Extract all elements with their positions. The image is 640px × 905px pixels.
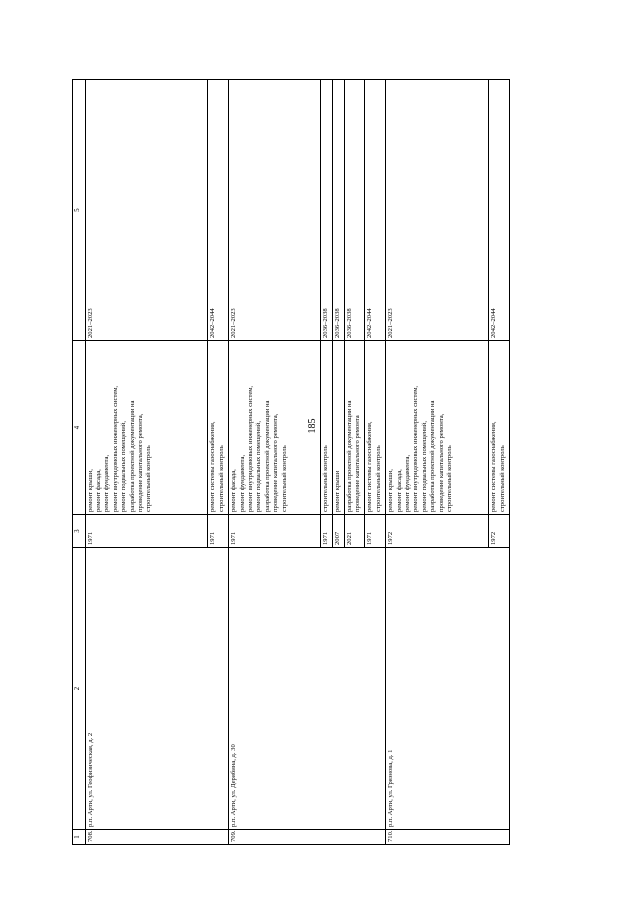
period-cell: 2036–2038 (332, 80, 344, 341)
row-number: 709. (229, 830, 386, 845)
year-cell: 1971 (320, 515, 332, 548)
period-cell: 2036–2038 (344, 80, 365, 341)
header-col-4: 4 (73, 341, 86, 515)
table-row (386, 80, 489, 845)
year-cell: 2021 (344, 515, 365, 548)
works-cell (344, 341, 365, 515)
page-number: 185 (307, 418, 318, 434)
year-cell: 1971 (229, 515, 320, 548)
works-text: ремонт системы газоснабжения, строительный контроль (209, 421, 225, 512)
works-text: ремонт системы газоснабжения, строительный контроль (366, 421, 382, 512)
works-text: ремонт фасада, ремонт фундамента, ремонт внутридомовых инженерных систем, ремонт подвальных помещений, разработка проектной документации на проведение капитального ремонта, строительный контроль (230, 385, 288, 512)
header-row (73, 80, 86, 845)
works-text: ремонт системы газоснабжения, строительный контроль (490, 421, 506, 512)
period-cell: 2021–2023 (386, 80, 489, 341)
address-cell: р.п. Арти, ул. Геофизическая, д. 2 (85, 548, 229, 830)
works-cell (386, 341, 489, 515)
period-cell: 2021–2023 (229, 80, 320, 341)
year-cell: 1971 (208, 515, 229, 548)
works-text: ремонт крыши (333, 470, 341, 512)
works-cell (365, 341, 386, 515)
period-cell: 2042–2044 (365, 80, 386, 341)
header-col-3: 3 (73, 515, 86, 548)
header-col-5: 5 (73, 80, 86, 341)
header-col-1: 1 (73, 830, 86, 845)
period-cell: 2042–2044 (208, 80, 229, 341)
works-cell (229, 341, 320, 515)
period-cell: 2042–2044 (489, 80, 510, 341)
table-row (229, 80, 320, 845)
address-cell: р.п. Арти, ул. Дерябина, д. 30 (229, 548, 386, 830)
works-text: ремонт крыши, ремонт фасада, ремонт фундамента, ремонт внутридомовых инженерных систем, ремонт подвальных помещений, разработка проектной документации на проведение капитального ремонта, строительный контроль (86, 385, 153, 512)
year-cell: 1972 (489, 515, 510, 548)
year-cell: 1971 (85, 515, 208, 548)
year-cell: 2007 (332, 515, 344, 548)
works-text: разработка проектной документации на проведение капитального ремонта (345, 400, 361, 512)
period-cell: 2021–2023 (85, 80, 208, 341)
year-cell: 1972 (386, 515, 489, 548)
header-col-2: 2 (73, 548, 86, 830)
address-cell: р.п. Арти, ул. Грязнова, д. 1 (386, 548, 510, 830)
works-cell (489, 341, 510, 515)
works-cell (332, 341, 344, 515)
repair-schedule-table (72, 79, 510, 845)
row-number: 710. (386, 830, 510, 845)
table-row (85, 80, 208, 845)
period-cell: 2036–2038 (320, 80, 332, 341)
row-number: 708. (85, 830, 229, 845)
year-cell: 1971 (365, 515, 386, 548)
works-text: строительный контроль (321, 445, 329, 512)
works-cell (208, 341, 229, 515)
rotated-table-frame (72, 80, 510, 845)
works-cell (85, 341, 208, 515)
works-cell (320, 341, 332, 515)
works-text: ремонт крыши, ремонт фасада, ремонт фундамента, ремонт внутридомовых инженерных систем, ремонт подвальных помещений, разработка проектной документации на проведение капитального ремонта, строительный контроль (387, 385, 454, 512)
